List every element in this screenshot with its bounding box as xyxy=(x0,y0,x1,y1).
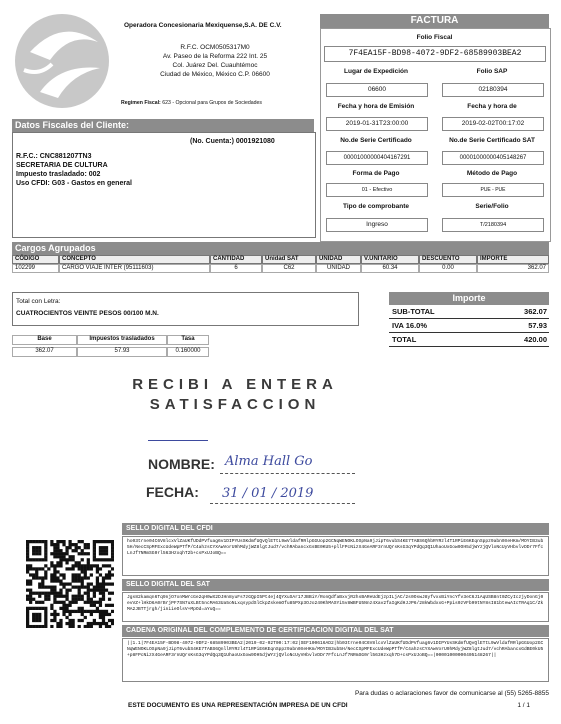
received-stamp-line2: SATISFACCION xyxy=(149,396,321,413)
cell-sat-unit: C62 xyxy=(262,264,316,273)
subtotal-value: 362.07 xyxy=(524,307,547,316)
cell-quantity: 6 xyxy=(210,264,262,273)
iva-value: 57.93 xyxy=(528,321,547,330)
footer-contact: Para dudas o aclaraciones favor de comunicarse al (55) 5265-8855 xyxy=(354,690,549,697)
cfdi-seal-text: ho03trne04C6V8lcxVlZaUKfUDdPVfuag6v1DIPYUsSKdmfUQvQlETtL9wVldafRRlpGGUop2GCNqWENOKLOSpNa9jJipT6vubS4KE7TABS6QhbRYRzl4T1RPiE6KEqnSppz9abn0XeHKm/MOYIB3ub5H/NecCSpMFExcUdeWpPTfP/C4ahzsCYXAwVorU9hMdyjWZ8lgtJud7/vchRAbancxGsBE0KU5+pllFPcNizX4GeARF3rnUQrsKsG3qYPdQq3Q1UhaoUxGow9OH5djWYzjQVloNcUyVHbvlvDDr7FfcLnJf7NRmSG0rl563HzxqhT2b+csPxUJoBQ== xyxy=(122,536,549,576)
totals-title: Importe xyxy=(389,292,549,305)
serie-cert-value: 00001000000404167291 xyxy=(326,151,428,165)
payment-method-label: Método de Pago xyxy=(466,170,518,177)
strike-line xyxy=(148,440,208,441)
place-value: 06600 xyxy=(326,83,428,97)
emission-value: 2019-01-31T23:00:00 xyxy=(326,117,428,131)
fecha-label: FECHA: xyxy=(146,484,199,500)
place-label: Lugar de Expedición xyxy=(344,68,408,75)
payment-method-value: PUE - PUE xyxy=(442,183,544,197)
tax-header-transferred: Impuestos trasladados xyxy=(77,335,167,345)
cell-amount: 362.07 xyxy=(477,264,549,273)
subtotal-label: SUB-TOTAL xyxy=(392,307,435,316)
serie-sat-label: No.de Serie Certificado SAT xyxy=(449,137,535,144)
iva-label: IVA 16.0% xyxy=(392,321,428,330)
cfdi-seal-title: SELLO DIGITAL DEL CFDI xyxy=(122,523,549,535)
nombre-underline xyxy=(220,473,355,474)
amount-words-panel xyxy=(12,292,359,326)
voucher-type-label: Tipo de comprobante xyxy=(343,203,409,210)
nombre-label: NOMBRE: xyxy=(148,456,215,472)
folio-fiscal-label: Folio Fiscal xyxy=(416,34,453,41)
col-header-concept: CONCEPTO xyxy=(59,255,210,264)
cell-unit: UNIDAD xyxy=(316,264,361,273)
col-header-discount: DESCUENTO xyxy=(419,255,477,264)
tax-cell-base: 362.07 xyxy=(12,347,77,357)
sat-seal-text: Jgs82kamqn6Tq9njO7onMWrcGe2qH0wX2DJHn8yuFs7zGQpI5Pt4ej4QYXuSAr17JBBiY/RonQdfaBxvjR2hsBAReUdEjzpILjAC/2s0OswJ8yfvxxBiYncYfv3eC6J1AqUSB8nt0ZCyIczjyDonGj0evVZ+lHkD6A0rBrjPF7SN7uXLBt5ncMA63Ua5oNLxqsypdSlCkpZskemOfu85PXp3OJo240KhMASYi5v8WBFU5Nnz4Xav2faIgKdHJJP6/28kWbdxxG+Ppis0zVFb99tNY8sI81btewAIcTRAq1C/ZkMA2JBTTjrgh/jiniieOlsV+MpOd=aYuQ== xyxy=(122,592,549,622)
tax-table-row xyxy=(12,347,209,357)
client-name: SECRETARIA DE CULTURA xyxy=(16,162,108,169)
client-account: (No. Cuenta:) 0001921080 xyxy=(190,138,275,145)
folio-sap-label: Folio SAP xyxy=(476,68,508,75)
total-row xyxy=(389,333,549,347)
total-value: 420.00 xyxy=(524,335,547,344)
iva-row xyxy=(389,319,549,333)
total-label: TOTAL xyxy=(392,335,417,344)
chain-text: ||1.1|7F4EA15F-BD98-4072-9DF2-68589903BEA2|2019-02-02T00:17:02|SEF100616AD2|hb03trne04C6V8lcxVlZaUKfUDdPVfuag6v1DIPYUsSKdmfUQvQlETtL9wVldafRRlpGGUop2GCNqWENOKLOSpNa9jJipT6vubS4KE7TABS6QnllRYRzl4T1RPiE6KEqnSppz9abn0XeHKm/MOYIB3ub5H/NecCSpMFExcUdeWpPTfP/C4ahzsCYXAwVorU9hMdyjWZ8lgtJud7/vchRAbancxGdBE0kU5+p8FPcNizX4GeARF3rnUQrsKsG3qYPdQq3Q1UhaoUxGow9OH5djWYzjQVloNcUyVHbvlvDDr7FfcLnJf7NRmSG0rl563Hzxqh7D+csPxUJoBQ==|00001000000405148267|| xyxy=(122,638,549,682)
voucher-type-value: Ingreso xyxy=(326,218,428,232)
serie-sat-value: 00001000000405148267 xyxy=(442,151,544,165)
fecha-underline xyxy=(210,503,355,504)
cert-date-label: Fecha y hora de xyxy=(467,103,517,110)
company-logo xyxy=(10,12,114,110)
payment-form-value: 01 - Efectivo xyxy=(326,183,428,197)
cell-concept: CARGO VIAJE INTER (95111603) xyxy=(59,264,210,273)
tax-regime xyxy=(121,100,321,106)
received-stamp-line1: RECIBI A ENTERA xyxy=(132,376,338,393)
serie-folio-label: Serie/Folio xyxy=(475,203,509,210)
client-tax: Impuesto trasladado: 002 xyxy=(16,171,101,178)
fecha-handwritten: 31 / 01 / 2019 xyxy=(222,486,314,501)
tax-header-base: Base xyxy=(12,335,77,345)
serie-folio-value: T/2180394 xyxy=(442,218,544,232)
cert-date-value: 2019-02-02T00:17:02 xyxy=(442,117,544,131)
tax-header-rate: Tasa xyxy=(167,335,209,345)
sat-seal-title: SELLO DIGITAL DEL SAT xyxy=(122,579,549,591)
amount-words-value: CUATROCIENTOS VEINTE PESOS 00/100 M.N. xyxy=(16,310,159,317)
cell-code: 102299 xyxy=(12,264,59,273)
chain-title: CADENA ORIGINAL DEL COMPLEMENTO DE CERTIFICACION DIGITAL DEL SAT xyxy=(122,625,549,637)
charges-section-title: Cargos Agrupados xyxy=(12,242,549,255)
folio-sap-value: 02180394 xyxy=(442,83,544,97)
cell-discount: 0.00 xyxy=(419,264,477,273)
tax-regime-value: 623 - Opcional para Grupos de Sociedades xyxy=(162,100,263,106)
col-header-unit-price: V.UNITARIO xyxy=(361,255,419,264)
col-header-amount: IMPORTE xyxy=(477,255,549,264)
col-header-quantity: CANTIDAD xyxy=(210,255,262,264)
invoice-title: FACTURA xyxy=(320,14,549,28)
footer-page: 1 / 1 xyxy=(517,702,530,709)
charges-header-row xyxy=(12,255,549,264)
col-header-unit: UNIDAD xyxy=(316,255,361,264)
col-header-sat-unit: Unidad SAT xyxy=(262,255,316,264)
client-cfdi-use: Uso CFDI: G03 - Gastos en general xyxy=(16,180,132,187)
tax-table-header xyxy=(12,335,209,345)
nombre-signature: Alma Hall Go xyxy=(225,454,313,469)
table-row xyxy=(12,264,549,273)
issuer-address-3: Ciudad de México, México C.P. 06600 xyxy=(160,71,270,78)
tax-cell-transferred: 57.93 xyxy=(77,347,167,357)
footer-notice: ESTE DOCUMENTO ES UNA REPRESENTACIÓN IMPRESA DE UN CFDI xyxy=(128,702,348,709)
col-header-code: CÓDIGO xyxy=(12,255,59,264)
amount-words-label: Total con Letra: xyxy=(16,298,61,305)
issuer-rfc: R.F.C. OCM0505317M0 xyxy=(180,44,250,51)
tax-regime-label: Regimen Fiscal: xyxy=(121,100,161,106)
tax-cell-rate: 0.160000 xyxy=(167,347,209,357)
client-section-title: Datos Fiscales del Cliente: xyxy=(12,119,314,132)
emission-label: Fecha y hora de Emisión xyxy=(337,103,415,110)
issuer-address-2: Col. Juárez Del. Cuauhtémoc xyxy=(172,62,258,69)
serie-cert-label: No.de Serie Certificado xyxy=(340,137,412,144)
subtotal-row xyxy=(389,305,549,319)
issuer-name: Operadora Concesionaria Mexiquense,S.A. DE C.V. xyxy=(124,22,282,29)
folio-fiscal-value: 7F4EA15F-BD98-4072-9DF2-68589903BEA2 xyxy=(324,46,546,62)
qr-code xyxy=(26,540,114,628)
client-rfc: R.F.C.: CNC881207TN3 xyxy=(16,153,92,160)
issuer-address-1: Av. Paseo de la Reforma 222 Int. 25 xyxy=(162,53,268,60)
cell-unit-price: 60.34 xyxy=(361,264,419,273)
payment-form-label: Forma de Pago xyxy=(352,170,400,177)
